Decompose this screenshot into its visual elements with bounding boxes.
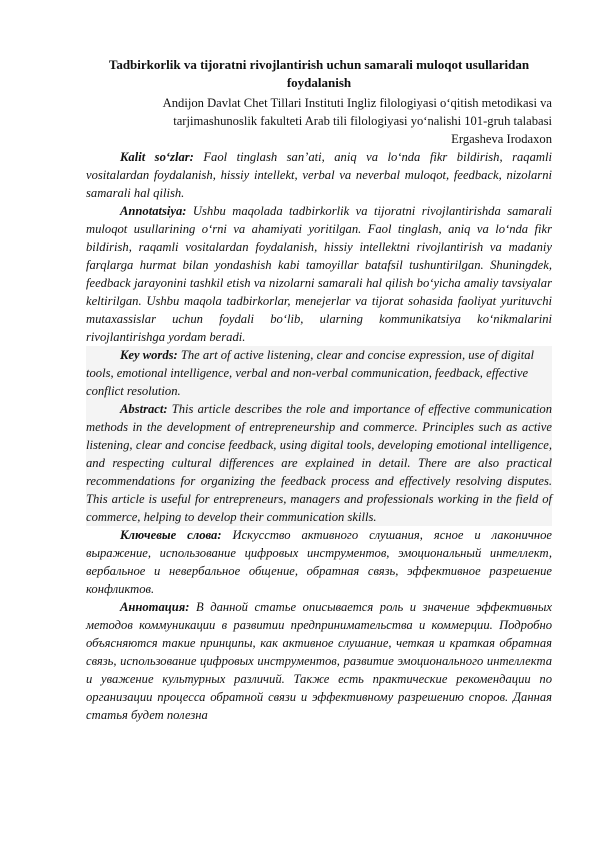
- en-abstract-text: This article describes the role and importance of effective communication methods in the development of entrepreneurship and commerce. Principles such as active listening, clear and concise feedback, using digital tools, developing emotional intelligence, and respecting cultural differences are explained in detail. There are also practical recommendations for organizing the feedback process and effectively resolving disputes. This article is useful for entrepreneurs, managers and professionals working in the field of commerce, helping to develop their communication skills.: [86, 402, 552, 524]
- en-keywords-label: Key words:: [120, 348, 178, 362]
- en-abstract-label: Abstract:: [120, 402, 168, 416]
- en-keywords-text: The art of active listening, clear and concise expression, use of digital tools, emotional intelligence, verbal and non-verbal communication, feedback, effective conflict resolution.: [86, 348, 535, 398]
- uz-abstract: [86, 202, 552, 346]
- uz-keywords-text: Faol tinglash san’ati, aniq va lo‘nda fikr bildirish, raqamli vositalardan foydalanish, hissiy intellekt, verbal va neverbal muloqot, feedback, nizolarni samarali hal qilish.: [86, 150, 552, 200]
- author-name: Ergasheva Irodaxon: [451, 132, 552, 146]
- ru-abstract: [86, 598, 552, 724]
- en-keywords: [86, 346, 552, 400]
- uz-abstract-label: Annotatsiya:: [120, 204, 187, 218]
- ru-keywords: [86, 526, 552, 598]
- uz-keywords: [86, 148, 552, 202]
- author-affiliation: Andijon Davlat Chet Tillari Instituti Ingliz filologiyasi o‘qitish metodikasi va tarjimashunoslik fakulteti Arab tili filologiyasi yo‘nalishi 101-gruh talabasi: [162, 96, 552, 128]
- uz-keywords-label: Kalit so‘zlar:: [120, 150, 194, 164]
- en-abstract: [86, 400, 552, 526]
- ru-keywords-label: Ключевые слова:: [120, 528, 222, 542]
- ru-abstract-label: Аннотация:: [120, 600, 190, 614]
- ru-keywords-text: Искусство активного слушания, ясное и лаконичное выражение, использование цифровых инструментов, эмоциональный интеллект, вербальное и невербальное общение, обратная связь, эффективное разрешение конфликтов.: [86, 528, 552, 596]
- paper-title: Tadbirkorlik va tijoratni rivojlantirish uchun samarali muloqot usullaridan foydalanish: [108, 57, 530, 90]
- uz-abstract-text: Ushbu maqolada tadbirkorlik va tijoratni rivojlantirishda samarali muloqot usullarining o‘rni va ahamiyati yoritilgan. Faol tinglash, aniq va lo‘nda fikr bildirish, raqamli vositalardan foydalanish, hissiy intellektni rivojlantirish va madaniy farqlarga hurmat bilan yondashish kabi tamoyillar batafsil tushuntirilgan. Shuningdek, feedback jarayonini tashkil etish va nizolarni samarali hal qilish bo‘yicha amaliy tavsiyalar keltirilgan. Ushbu maqola tadbirkorlar, menejerlar va tijorat sohasida faoliyat yurituvchi mutaxassislar uchun foydali bo‘lib, ularning kommunikatsiya ko‘nikmalarini rivojlantirishga yordam beradi.: [86, 204, 552, 344]
- ru-abstract-text: В данной статье описывается роль и значение эффективных методов коммуникации в развитии предпринимательства и коммерции. Подробно объясняются такие принципы, как активное слушание, четкая и краткая обратная связь, использование цифровых инструментов, развитие эмоционального интеллекта и уважение культурных различий. Также есть практические рекомендации по организации процесса обратной связи и эффективному разрешению споров. Данная статья будет полезна: [86, 600, 552, 722]
- english-section: [86, 346, 552, 526]
- paper-page: [86, 56, 552, 724]
